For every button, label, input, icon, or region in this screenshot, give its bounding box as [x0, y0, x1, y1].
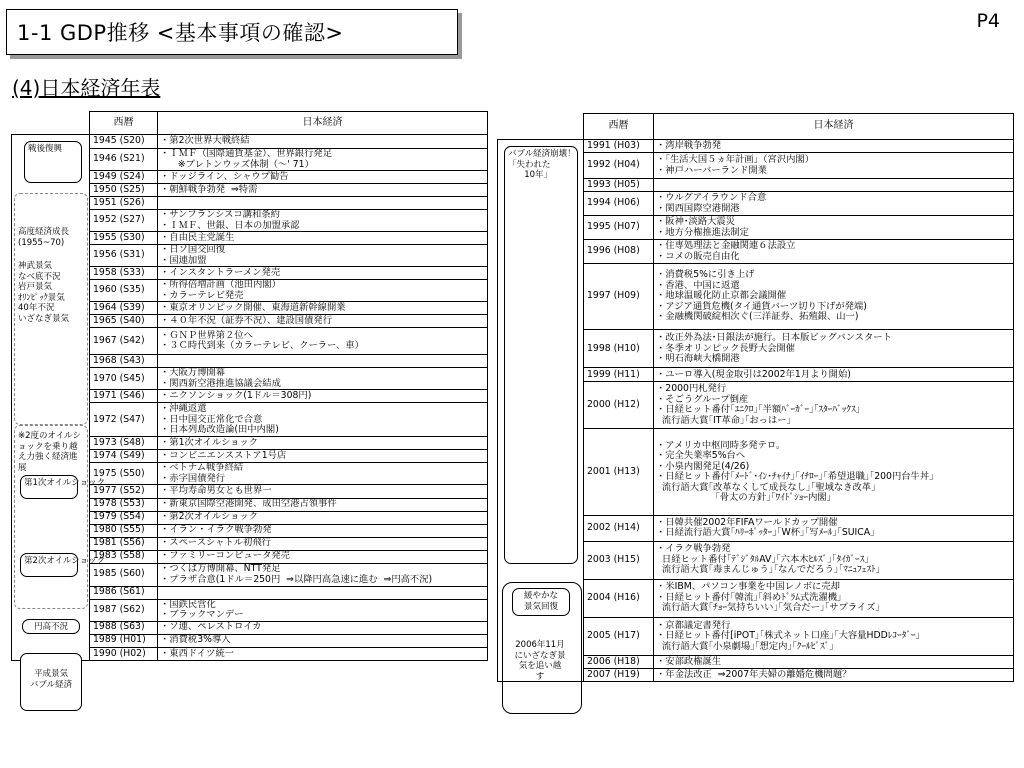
event-cell: ・イラク戦争勃発 日経ヒット番付｢ﾃﾞｼﾞﾀﾙAV｣｢六本木ﾋﾙｽﾞ｣｢ﾀｲｶﾞｰｽ｣ 流行語大賞｢毒まんじゅう｣｢なんでだろう｣｢ﾏﾆｭﾌｪｽﾄ｣ — [654, 541, 1014, 579]
year-cell: 2006 (H18) — [584, 655, 654, 668]
year-cell: 1955 (S30) — [90, 232, 158, 245]
year-cell: 1992 (H04) — [584, 153, 654, 179]
right-timeline-table — [497, 113, 1014, 682]
year-cell: 1986 (S61) — [90, 586, 158, 599]
year-cell: 1970 (S45) — [90, 368, 158, 390]
label-header — [12, 112, 90, 135]
event-cell: ・日韓共催2002年FIFAワールドカップ開催 ・日経流行語大賞｢ﾊﾘｰﾎﾟｯﾀｰ｣｢W杯｣｢写ﾒｰﾙ｣｢SUICA｣ — [654, 515, 1014, 541]
event-cell: ・ＧＮＰ世界第２位へ ・３Ｃ時代到来（カラーテレビ、クーラー、車） — [158, 328, 488, 355]
year-cell: 1983 (S58) — [90, 550, 158, 563]
year-cell: 1999 (H11) — [584, 368, 654, 382]
page-number: P4 — [976, 10, 1000, 32]
year-cell: 2002 (H14) — [584, 515, 654, 541]
year-cell: 1981 (S56) — [90, 537, 158, 550]
event-cell: ・「生活大国５ヵ年計画」（宮沢内閣） ・神戸ハーバーランド開業 — [654, 153, 1014, 179]
event-cell: ・改正外為法･日銀法が施行。日本版ビッグバンスタート ・冬季オリンピック長野大会開催 ・明石海峡大橋開港 — [654, 330, 1014, 368]
section-subtitle: (4)日本経済年表 — [12, 76, 161, 100]
table-row — [498, 140, 1014, 153]
year-cell: 1990 (H02) — [90, 647, 158, 660]
year-cell: 1975 (S50) — [90, 463, 158, 485]
event-cell — [158, 355, 488, 368]
event-cell: ・スペースシャトル初飛行 — [158, 537, 488, 550]
header-row — [498, 114, 1014, 140]
year-cell: 1995 (H07) — [584, 216, 654, 240]
year-cell: 1972 (S47) — [90, 403, 158, 437]
year-cell: 1965 (S40) — [90, 315, 158, 328]
left-timeline-table — [11, 111, 488, 690]
event-cell: ・ベトナム戦争終結 ・赤字国債発行 — [158, 463, 488, 485]
year-cell: 1967 (S42) — [90, 328, 158, 355]
year-cell: 1946 (S21) — [90, 149, 158, 171]
year-cell: 2000 (H12) — [584, 382, 654, 429]
event-cell: ・大阪万博開幕 ・関西新空港推進協議会結成 — [158, 368, 488, 390]
label-moderate-recovery: 緩やかな 景気回復 — [512, 588, 570, 616]
label-bubble-economy: 平成景気 バブル経済 — [20, 653, 82, 711]
event-cell — [654, 179, 1014, 192]
event-cell: ・安部政権誕生 — [654, 655, 1014, 668]
page-title: 1-1 GDP推移 <基本事項の確認> — [17, 21, 344, 45]
year-cell: 1964 (S39) — [90, 302, 158, 315]
label-first-oil-shock: 第1次オイルショック — [20, 475, 78, 499]
label-izanagi-surpass: 2006年11月 にいざなぎ景 気を追い越 す — [514, 640, 566, 682]
label-second-oil-shock: 第2次オイルショック — [20, 553, 78, 577]
year-cell: 1977 (S52) — [90, 485, 158, 498]
event-cell: ・消費税5%に引き上げ ・香港、中国に返還 ・地球温暖化防止京都会議開催 ・アジア通貨危機(タイ通貨バーツ切り下げが発端) ・金融機関破綻相次ぐ(三洋証券、拓殖銀、山一) — [654, 264, 1014, 330]
event-cell: ・米IBM、パソコン事業を中国レノボに売却 ・日経ヒット番付｢韓流｣｢斜めﾄﾞﾗﾑ式洗濯機｣ 流行語大賞｢ﾁｮｰ気持ちいい｣｢気合だー｣｢サプライズ｣ — [654, 579, 1014, 617]
label-yen-appreciation-recession: 円高不況 — [22, 619, 80, 634]
year-header: 西暦 — [90, 112, 158, 135]
period-label-column — [12, 135, 106, 690]
year-cell: 1945 (S20) — [90, 135, 158, 149]
event-cell — [158, 586, 488, 599]
year-cell: 2005 (H17) — [584, 617, 654, 655]
year-cell: 1998 (H10) — [584, 330, 654, 368]
table-row — [12, 135, 488, 149]
year-cell: 1956 (S31) — [90, 245, 158, 267]
event-cell: ・年金法改正 ⇒2007年夫婦の離婚危機問題？ — [654, 668, 1014, 681]
label-oil-shock-note: ※2度のオイルショックを乗り越え力強く経済進展 — [18, 431, 81, 473]
event-cell: ・東京オリンピック開催、東海道新幹線開業 — [158, 302, 488, 315]
event-cell — [158, 197, 488, 210]
event-cell: ・ＩＭＦ（国際通貨基金）、世界銀行発足 ※ブレトンウッズ体制（～' 71） — [158, 149, 488, 171]
label-bubble-collapse: バブル経済崩壊！ 「失われた 10年」 — [504, 146, 578, 564]
title-box — [6, 9, 458, 55]
event-cell: ・ファミリーコンピュータ発売 — [158, 550, 488, 563]
year-cell: 1974 (S49) — [90, 450, 158, 463]
event-cell: ・ニクソンショック(1ドル＝308円) — [158, 390, 488, 403]
year-cell: 1950 (S25) — [90, 184, 158, 197]
event-cell: ・ドッジライン、シャウプ勧告 — [158, 171, 488, 184]
period-label-column — [498, 140, 584, 682]
label-high-growth: 高度経済成長(1955~70) — [18, 227, 70, 248]
event-cell: ・イラン・イラク戦争勃発 — [158, 524, 488, 537]
event-cell: ・消費税3%導入 — [158, 634, 488, 647]
event-cell: ・日ソ国交回復 ・国連加盟 — [158, 245, 488, 267]
event-cell: ・アメリカ中枢同時多発テロ。 ・完全失業率5%台へ ・小泉内閣発足(4/26) ・日経ヒット番付｢ﾒｰﾄﾞ･ｲﾝ･ﾁｬｲﾅ｣｢ｲﾁﾛｰ｣｢希望退職｣｢200円台牛丼｣ 流行語大賞｢改革なくして成長なし｣｢聖域なき改革｣ ｢骨太の方針｣｢ﾜｲﾄﾞｼｮｰ内閣｣ — [654, 429, 1014, 515]
year-cell: 1989 (H01) — [90, 634, 158, 647]
event-cell: ・新東京国際空港開発、成田空港占領事件 — [158, 498, 488, 511]
event-cell: ・コンビニエンスストア1号店 — [158, 450, 488, 463]
event-cell: ・平均寿命男女とも世界一 — [158, 485, 488, 498]
event-cell: ・京都議定書発行 ・日経ヒット番付[iPOT｣｢株式ネット口座｣｢大容量HDDﾚｺｰﾀﾞｰ｣ 流行語大賞｢小泉劇場｣｢想定内｣｢ｸｰﾙﾋﾞｽﾞ｣ — [654, 617, 1014, 655]
year-cell: 1996 (H08) — [584, 240, 654, 264]
event-cell: ・第2次世界大戦終結 — [158, 135, 488, 149]
year-cell: 1949 (S24) — [90, 171, 158, 184]
year-cell: 2007 (H19) — [584, 668, 654, 681]
year-cell: 1987 (S62) — [90, 599, 158, 621]
year-cell: 2001 (H13) — [584, 429, 654, 515]
event-cell: ・東西ドイツ統一 — [158, 647, 488, 660]
label-postwar-recovery: 戦後復興 — [24, 141, 82, 183]
year-cell: 1994 (H06) — [584, 192, 654, 216]
year-cell: 1993 (H05) — [584, 179, 654, 192]
event-cell: ・阪神･淡路大震災 ・地方分権推進法制定 — [654, 216, 1014, 240]
event-cell: ・2000円札発行 ・そごうグループ倒産 ・日経ヒット番付｢ﾕﾆｸﾛ｣｢半額ﾊﾞｰｶﾞｰ｣｢ｽﾀｰﾊﾞｯｸｽ｣ 流行語大賞｢IT革命｣｢おっはー｣ — [654, 382, 1014, 429]
event-cell: ・所得倍増計画（池田内閣） ・カラーテレビ発売 — [158, 280, 488, 302]
year-cell: 1960 (S35) — [90, 280, 158, 302]
event-cell: ・国鉄民営化 ・ブラックマンデー — [158, 599, 488, 621]
label-booms: 神武景気 なべ底不況 岩戸景気 ｵﾘﾝﾋﾟｯｸ景気 40年不況 いざなぎ景気 — [18, 261, 70, 324]
recovery-bracket — [502, 582, 582, 714]
year-cell: 1979 (S54) — [90, 511, 158, 524]
year-cell: 1980 (S55) — [90, 524, 158, 537]
year-cell: 1971 (S46) — [90, 390, 158, 403]
year-cell: 1978 (S53) — [90, 498, 158, 511]
event-cell: ・ソ連、ペレストロイカ — [158, 621, 488, 634]
year-cell: 1973 (S48) — [90, 437, 158, 450]
event-cell: ・サンフランシスコ講和条約 ・ＩＭＦ、世銀、日本の加盟承認 — [158, 210, 488, 232]
year-cell: 2003 (H15) — [584, 541, 654, 579]
year-cell: 1997 (H09) — [584, 264, 654, 330]
event-cell: ・沖縄返還 ・日中国交正常化で合意 ・日本列島改造論(田中内閣) — [158, 403, 488, 437]
year-cell: 1991 (H03) — [584, 140, 654, 153]
label-header — [498, 114, 584, 140]
event-cell: ・住専処理法と金融関連６法設立 ・コメの販売自由化 — [654, 240, 1014, 264]
year-cell: 1951 (S26) — [90, 197, 158, 210]
event-cell: ・ウルグアイラウンド合意 ・関西国際空港開港 — [654, 192, 1014, 216]
event-cell: ・自由民主党誕生 — [158, 232, 488, 245]
event-cell: ・第1次オイルショック — [158, 437, 488, 450]
event-cell: ・湾岸戦争勃発 — [654, 140, 1014, 153]
event-cell: ・インスタントラーメン発売 — [158, 267, 488, 280]
event-cell: ・朝鮮戦争勃発 ⇒特需 — [158, 184, 488, 197]
event-header: 日本経済 — [654, 114, 1014, 140]
event-header: 日本経済 — [158, 112, 488, 135]
event-cell: ・つくば万博開幕、NTT発足 ・プラザ合意(1ドル＝250円 ⇒以降円高急速に進む ⇒円高不況) — [158, 563, 488, 586]
year-header: 西暦 — [584, 114, 654, 140]
year-cell: 1985 (S60) — [90, 563, 158, 586]
year-cell: 2004 (H16) — [584, 579, 654, 617]
year-cell: 1958 (S33) — [90, 267, 158, 280]
event-cell: ・ユーロ導入(現金取引は2002年1月より開始) — [654, 368, 1014, 382]
year-cell: 1952 (S27) — [90, 210, 158, 232]
header-row — [12, 112, 488, 135]
year-cell: 1968 (S43) — [90, 355, 158, 368]
event-cell: ・４０年不況（証券不況）、建設国債発行 — [158, 315, 488, 328]
year-cell: 1988 (S63) — [90, 621, 158, 634]
event-cell: ・第2次オイルショック — [158, 511, 488, 524]
